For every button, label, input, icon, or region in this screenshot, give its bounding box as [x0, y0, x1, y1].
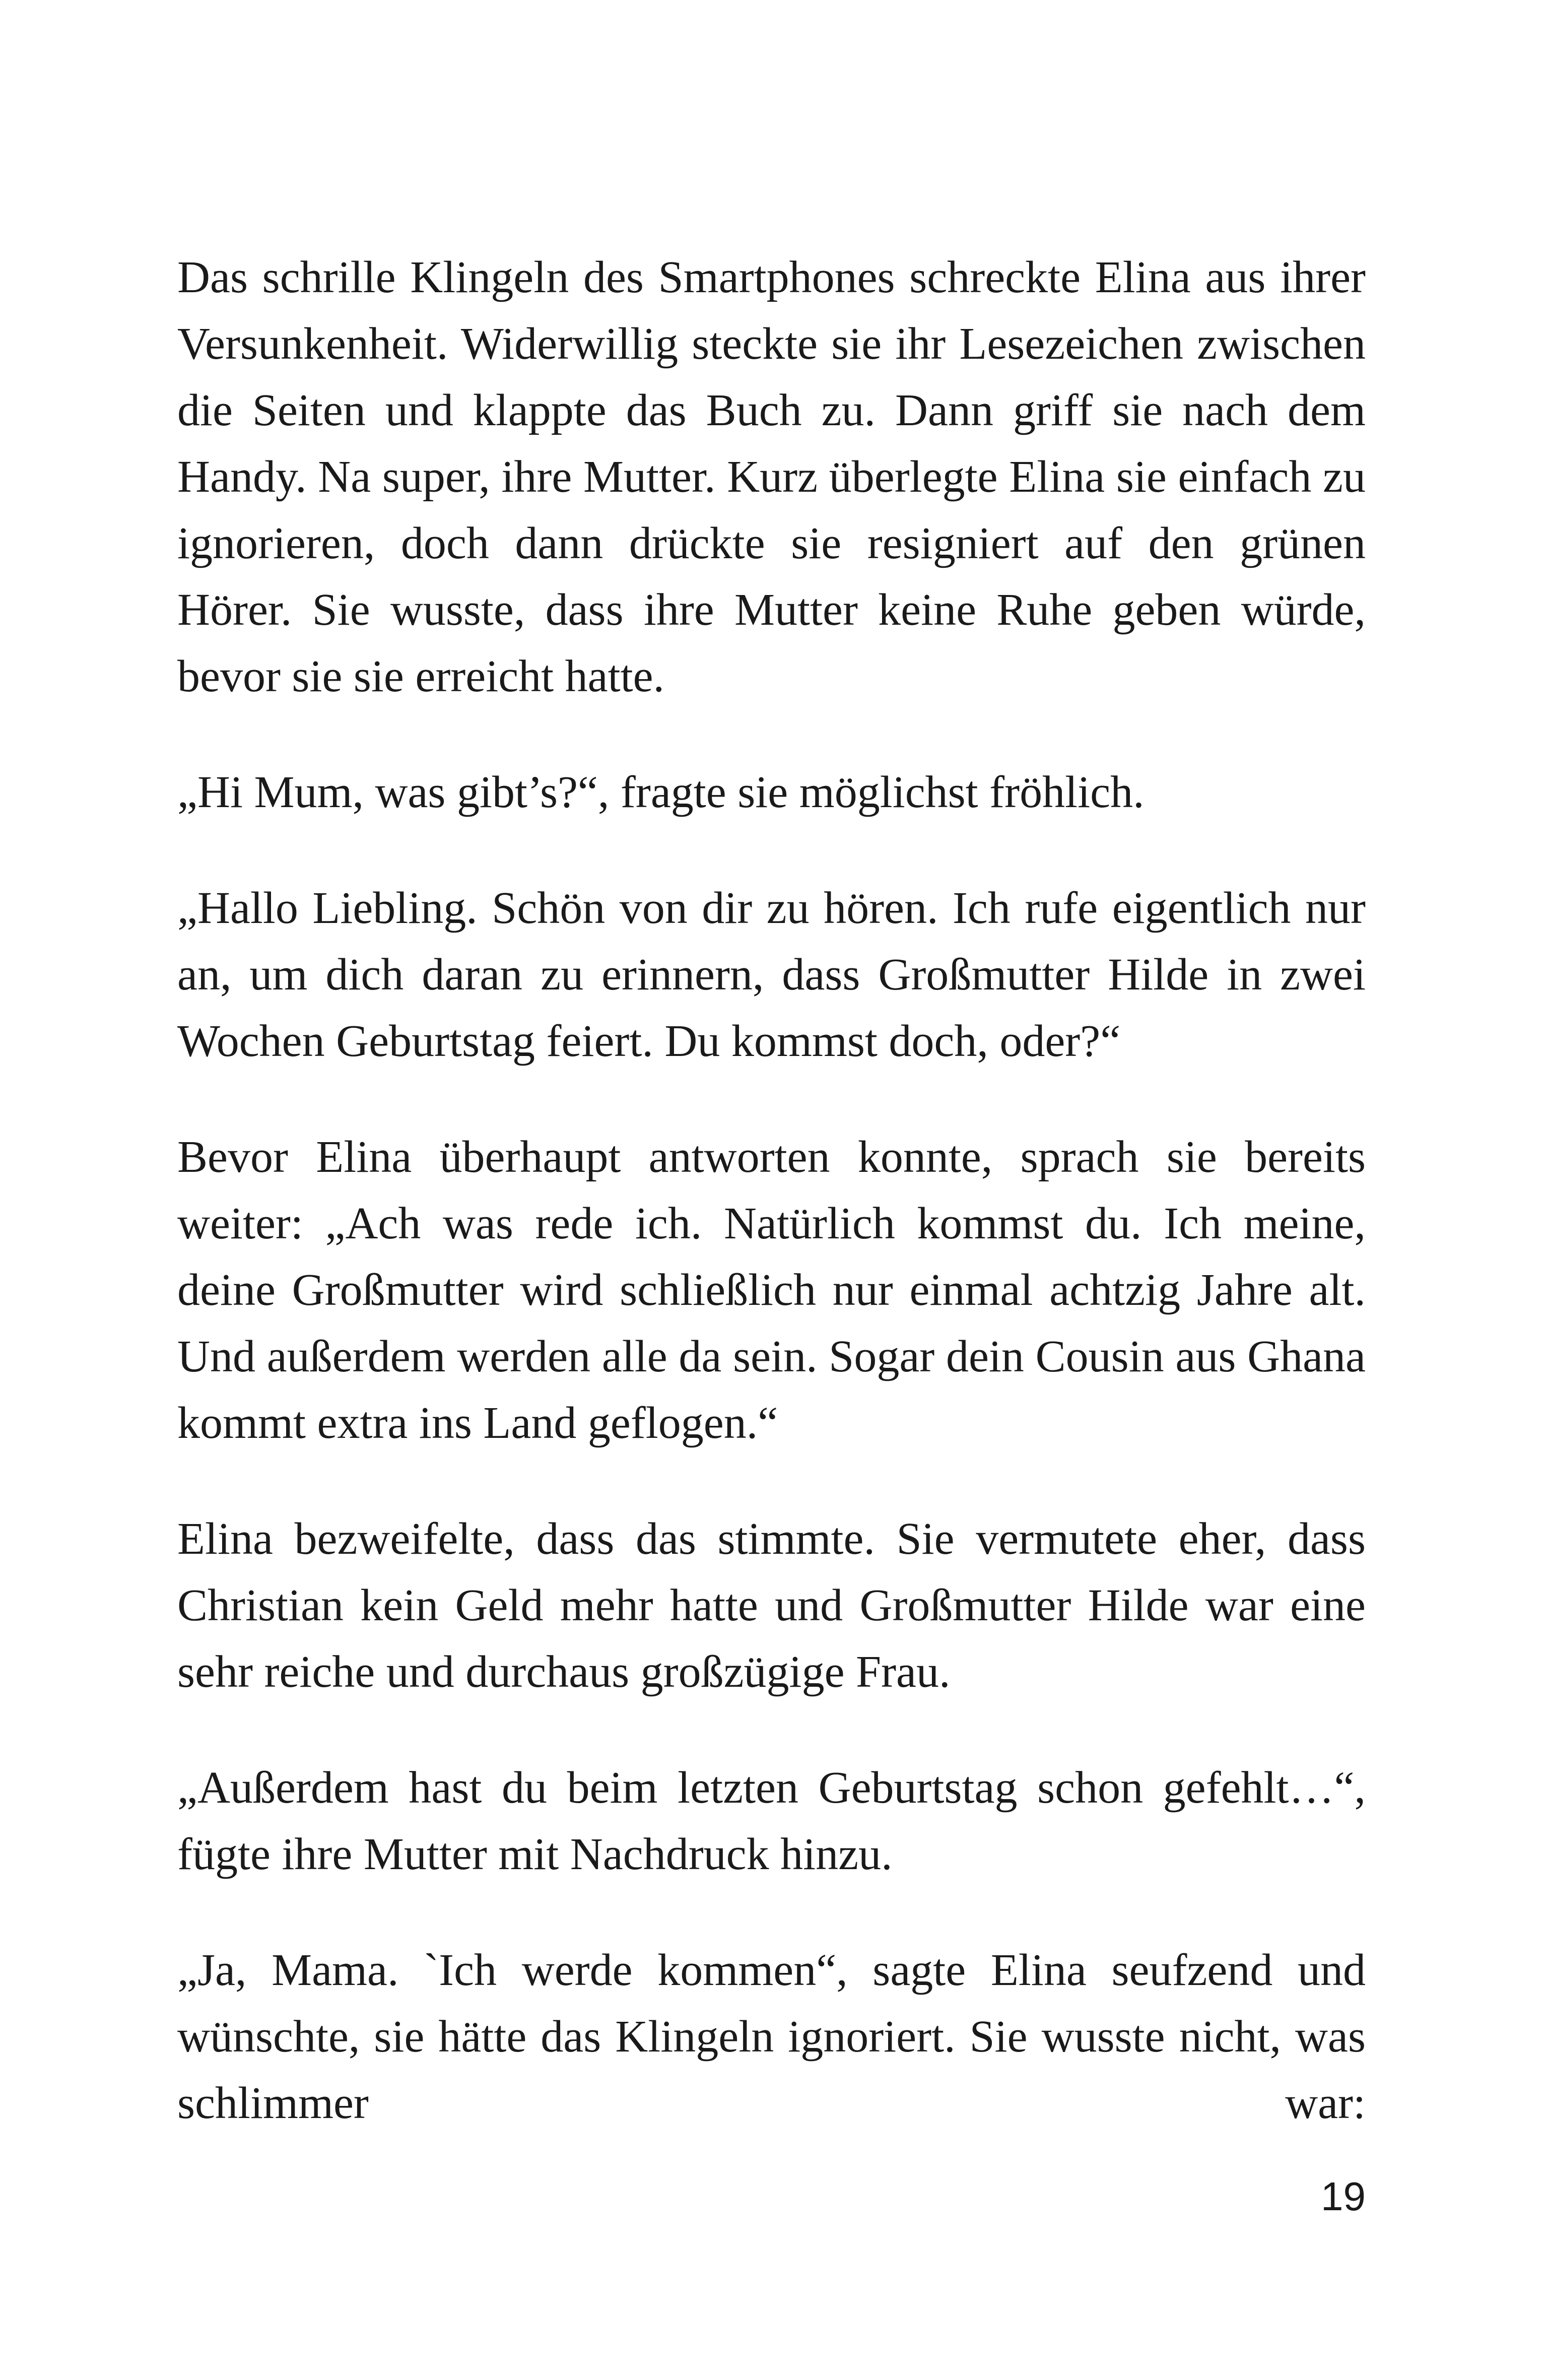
paragraph-6: „Außerdem hast du beim letzten Geburtstag schon gefehlt…“, fügte ihre Mutter mit Nachdruck hinzu. — [177, 1763, 1366, 1879]
paragraph-3: „Hallo Liebling. Schön von dir zu hören. Ich rufe eigentlich nur an, um dich daran zu erinnern, dass Großmutter Hilde in zwei Wochen Geburtstag feiert. Du kommst doch, oder?“ — [177, 883, 1366, 1066]
body-text — [177, 244, 1366, 2186]
paragraph-1: Das schrille Klingeln des Smartphones schreckte Elina aus ihrer Versunkenheit. Widerwillig steckte sie ihr Lesezeichen zwischen die Seiten und klappte das Buch zu. Dann griff sie nach dem Handy. Na super, ihre Mutter. Kurz überlegte Elina sie einfach zu ignorieren, doch dann drückte sie resigniert auf den grünen Hörer. Sie wusste, dass ihre Mutter keine Ruhe geben würde, bevor sie sie erreicht hatte. — [177, 252, 1366, 701]
paragraph-2: „Hi Mum, was gibt’s?“, fragte sie möglichst fröhlich. — [177, 767, 1145, 817]
page-number: 19 — [1321, 2174, 1366, 2219]
paragraph-7: „Ja, Mama. `Ich werde kommen“, sagte Elina seufzend und wünschte, sie hätte das Klingeln ignoriert. Sie wusste nicht, was schlimmer war: — [177, 1945, 1366, 2128]
paragraph-5: Elina bezweifelte, dass das stimmte. Sie vermutete eher, dass Christian kein Geld mehr hatte und Großmutter Hilde war eine sehr reiche und durchaus großzügige Frau. — [177, 1514, 1366, 1697]
paragraph-4: Bevor Elina überhaupt antworten konnte, sprach sie bereits weiter: „Ach was rede ich. Natürlich kommst du. Ich meine, deine Großmutter wird schließlich nur einmal achtzig Jahre alt. Und außerdem werden alle da sein. Sogar dein Cousin aus Ghana kommt extra ins Land geflogen.“ — [177, 1132, 1366, 1448]
